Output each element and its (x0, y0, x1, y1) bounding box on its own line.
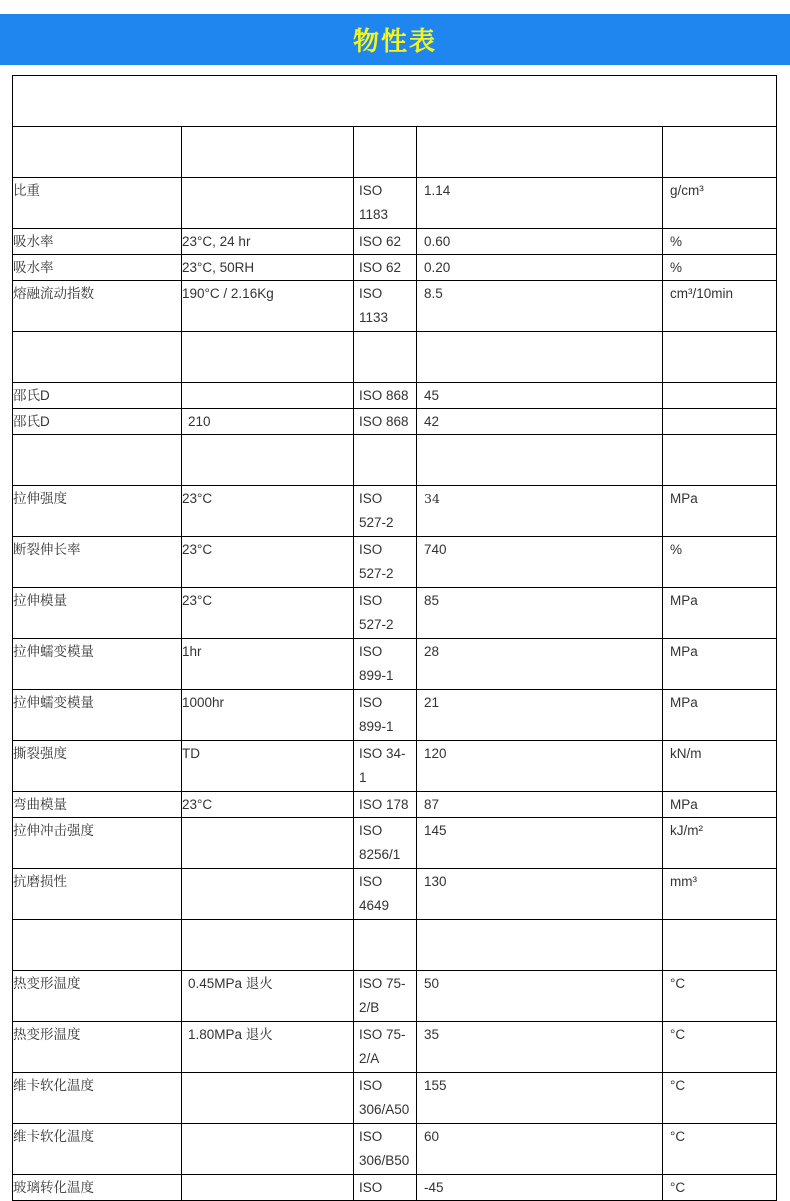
value-cell: 85 (417, 588, 663, 639)
condition-cell (182, 332, 354, 383)
value-cell: 0.20 (417, 255, 663, 281)
property-cell: 邵氏D (13, 409, 182, 435)
table-row (13, 588, 777, 639)
unit-cell: kN/m (663, 741, 777, 792)
section-gap-row (13, 332, 777, 383)
value-cell: 50 (417, 971, 663, 1022)
property-cell: 撕裂强度 (13, 741, 182, 792)
table-row (13, 178, 777, 229)
property-cell: 维卡软化温度 (13, 1124, 182, 1175)
unit-cell: MPa (663, 486, 777, 537)
unit-cell: MPa (663, 690, 777, 741)
condition-cell (182, 818, 354, 869)
unit-cell: MPa (663, 588, 777, 639)
value-cell: -45 (417, 1175, 663, 1201)
standard-cell: ISO 62 (354, 255, 417, 281)
standard-cell: ISO 899-1 (354, 690, 417, 741)
value-cell: 130 (417, 869, 663, 920)
value-cell: 21 (417, 690, 663, 741)
section-gap-row (13, 435, 777, 486)
condition-cell (182, 383, 354, 409)
standard-cell: ISO 4649 (354, 869, 417, 920)
standard-cell: ISO 899-1 (354, 639, 417, 690)
property-cell: 拉伸蠕变模量 (13, 690, 182, 741)
section-gap-row (13, 920, 777, 971)
value-cell (417, 332, 663, 383)
condition-cell: 23°C, 24 hr (182, 229, 354, 255)
table-row (13, 409, 777, 435)
value-cell: 120 (417, 741, 663, 792)
property-cell: 比重 (13, 178, 182, 229)
property-cell: 邵氏D (13, 383, 182, 409)
property-cell: 拉伸蠕变模量 (13, 639, 182, 690)
table-row (13, 229, 777, 255)
condition-cell: 1.80MPa 退火 (182, 1022, 354, 1073)
value-cell (417, 920, 663, 971)
value-cell: 145 (417, 818, 663, 869)
condition-cell: 23°C, 50RH (182, 255, 354, 281)
unit-cell: °C (663, 971, 777, 1022)
condition-cell: 1hr (182, 639, 354, 690)
value-cell: 35 (417, 1022, 663, 1073)
standard-cell: ISO 178 (354, 792, 417, 818)
condition-cell (182, 435, 354, 486)
standard-cell: ISO (354, 1175, 417, 1201)
table-row (13, 537, 777, 588)
property-cell: 拉伸冲击强度 (13, 818, 182, 869)
section-gap-row (13, 127, 777, 178)
unit-cell: MPa (663, 792, 777, 818)
property-cell: 弯曲模量 (13, 792, 182, 818)
condition-cell: 23°C (182, 537, 354, 588)
unit-cell: MPa (663, 639, 777, 690)
property-cell: 热变形温度 (13, 971, 182, 1022)
table-row (13, 1124, 777, 1175)
unit-cell: % (663, 537, 777, 588)
standard-cell (354, 920, 417, 971)
table-row (13, 741, 777, 792)
property-cell: 吸水率 (13, 229, 182, 255)
table-row (13, 1175, 777, 1201)
table-row (13, 1022, 777, 1073)
unit-cell (663, 409, 777, 435)
property-cell (13, 127, 182, 178)
unit-cell: °C (663, 1022, 777, 1073)
condition-cell (182, 127, 354, 178)
table-header-row (13, 76, 777, 127)
unit-cell: °C (663, 1124, 777, 1175)
standard-cell: ISO 527-2 (354, 486, 417, 537)
condition-cell: TD (182, 741, 354, 792)
table-row (13, 255, 777, 281)
condition-cell: 190°C / 2.16Kg (182, 281, 354, 332)
unit-cell: kJ/m² (663, 818, 777, 869)
unit-cell: cm³/10min (663, 281, 777, 332)
condition-cell: 23°C (182, 792, 354, 818)
value-cell: 740 (417, 537, 663, 588)
value-cell (417, 435, 663, 486)
unit-cell (663, 383, 777, 409)
property-cell: 熔融流动指数 (13, 281, 182, 332)
value-cell: 42 (417, 409, 663, 435)
standard-cell: ISO 75-2/A (354, 1022, 417, 1073)
condition-cell (182, 1073, 354, 1124)
condition-cell: 23°C (182, 588, 354, 639)
standard-cell (354, 127, 417, 178)
unit-cell (663, 332, 777, 383)
table-header-cell (13, 76, 777, 127)
table-row (13, 1073, 777, 1124)
standard-cell: ISO 75-2/B (354, 971, 417, 1022)
standard-cell: ISO 527-2 (354, 537, 417, 588)
standard-cell: ISO 527-2 (354, 588, 417, 639)
value-cell: 60 (417, 1124, 663, 1175)
table-row (13, 971, 777, 1022)
standard-cell: ISO 868 (354, 409, 417, 435)
properties-table (12, 75, 777, 1201)
condition-cell (182, 178, 354, 229)
table-row (13, 383, 777, 409)
value-cell: 1.14 (417, 178, 663, 229)
value-cell (417, 127, 663, 178)
condition-cell: 1000hr (182, 690, 354, 741)
property-cell: 玻璃转化温度 (13, 1175, 182, 1201)
standard-cell: ISO 8256/1 (354, 818, 417, 869)
properties-table-body (13, 76, 777, 1201)
condition-cell (182, 1124, 354, 1175)
table-row (13, 792, 777, 818)
standard-cell: ISO 62 (354, 229, 417, 255)
condition-cell: 0.45MPa 退火 (182, 971, 354, 1022)
value-cell: 87 (417, 792, 663, 818)
property-cell: 断裂伸长率 (13, 537, 182, 588)
property-cell: 热变形温度 (13, 1022, 182, 1073)
unit-cell: °C (663, 1175, 777, 1201)
property-cell: 维卡软化温度 (13, 1073, 182, 1124)
property-cell: 吸水率 (13, 255, 182, 281)
table-row (13, 486, 777, 537)
unit-cell: g/cm³ (663, 178, 777, 229)
standard-cell: ISO 868 (354, 383, 417, 409)
unit-cell: °C (663, 1073, 777, 1124)
condition-cell: 23°C (182, 486, 354, 537)
table-row (13, 818, 777, 869)
unit-cell: % (663, 255, 777, 281)
standard-cell: ISO 306/A50 (354, 1073, 417, 1124)
property-cell: 拉伸强度 (13, 486, 182, 537)
value-cell: 28 (417, 639, 663, 690)
condition-cell (182, 1175, 354, 1201)
property-cell (13, 332, 182, 383)
condition-cell (182, 920, 354, 971)
unit-cell: mm³ (663, 869, 777, 920)
standard-cell (354, 332, 417, 383)
value-cell: 45 (417, 383, 663, 409)
table-row (13, 869, 777, 920)
table-row (13, 639, 777, 690)
standard-cell: ISO 34-1 (354, 741, 417, 792)
standard-cell: ISO 306/B50 (354, 1124, 417, 1175)
standard-cell: ISO 1183 (354, 178, 417, 229)
condition-cell (182, 869, 354, 920)
property-cell: 抗磨损性 (13, 869, 182, 920)
value-cell: 34 (417, 486, 663, 537)
value-cell: 155 (417, 1073, 663, 1124)
unit-cell (663, 435, 777, 486)
condition-cell: 210 (182, 409, 354, 435)
page-title: 物性表 (352, 27, 437, 57)
unit-cell (663, 127, 777, 178)
unit-cell (663, 920, 777, 971)
value-cell: 8.5 (417, 281, 663, 332)
standard-cell: ISO 1133 (354, 281, 417, 332)
property-cell (13, 435, 182, 486)
property-cell: 拉伸模量 (13, 588, 182, 639)
standard-cell (354, 435, 417, 486)
unit-cell: % (663, 229, 777, 255)
property-cell (13, 920, 182, 971)
table-row (13, 690, 777, 741)
table-row (13, 281, 777, 332)
title-banner (0, 14, 790, 65)
value-cell: 0.60 (417, 229, 663, 255)
